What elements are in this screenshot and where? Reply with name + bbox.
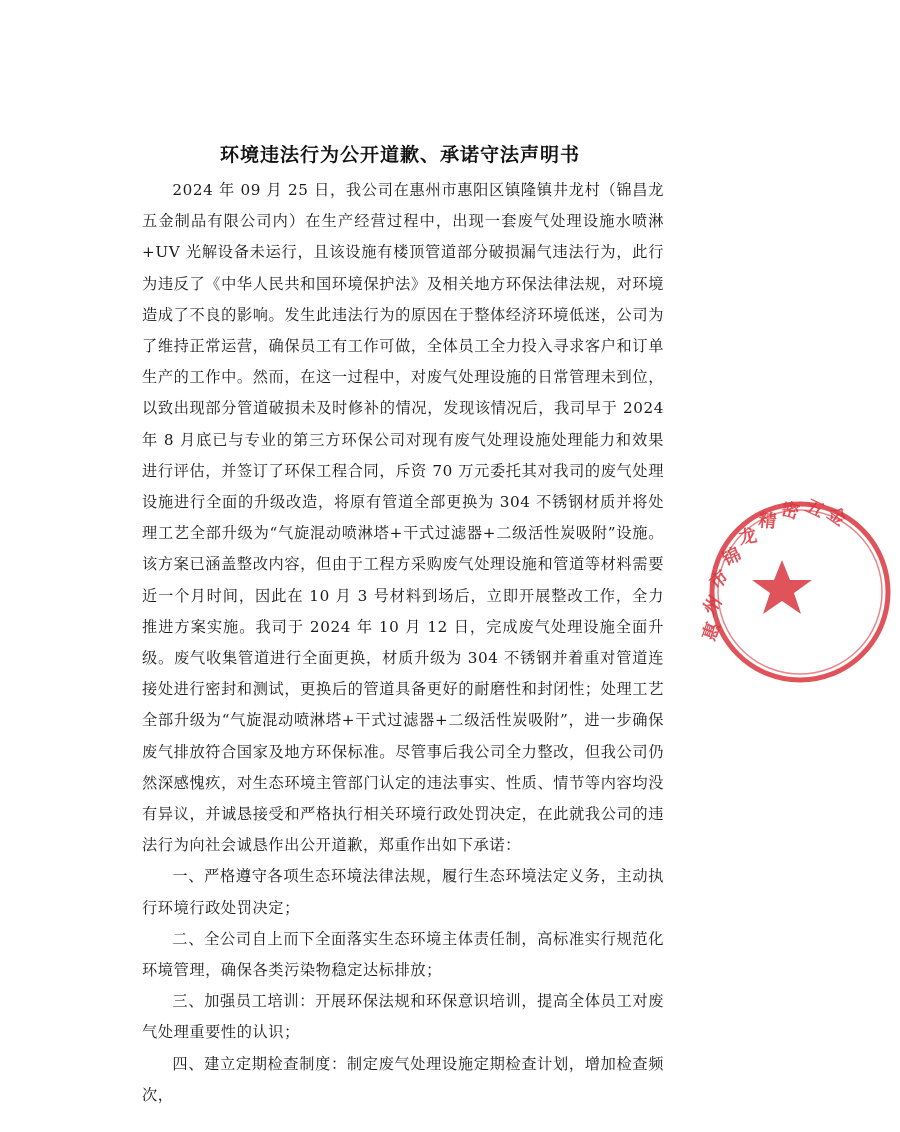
svg-text:州: 州 <box>698 592 727 619</box>
company-seal <box>700 492 900 692</box>
svg-text:金: 金 <box>823 502 850 531</box>
document-body <box>142 175 664 1111</box>
svg-text:龙: 龙 <box>737 525 759 549</box>
paragraph-commitment-1: 一、严格遵守各项生态环境法律法规，履行生态环境法定义务，主动执行环境行政处罚决定； <box>142 867 664 917</box>
document-title: 环境违法行为公开道歉、承诺守法声明书 <box>219 144 580 166</box>
svg-text:惠: 惠 <box>698 619 725 644</box>
paragraph-commitment-4: 四、建立定期检查制度：制定废气处理设施定期检查计划，增加检查频次， <box>142 1054 664 1104</box>
paragraph-commitment-3: 三、加强员工培训：开展环保法规和环保意识培训，提高全体员工对废气处理重要性的认识； <box>142 992 664 1042</box>
seal-star-icon <box>752 560 812 614</box>
svg-text:锦: 锦 <box>719 543 745 571</box>
paragraph-commitment-2: 二、全公司自上而下全面落实生态环境主体责任制，高标准实行规范化环境管理，确保各类污染物稳定达标排放； <box>142 929 664 980</box>
svg-text:五: 五 <box>801 495 828 523</box>
paragraph-main: 2024 年 09 月 25 日，我公司在惠州市惠阳区镇隆镇井龙村（锦昌龙五金制品有限公司内）在生产经营过程中，出现一套废气处理设施水喷淋+UV 光解设备未运行，且该设施有楼顶管道部分破损漏气违法行为，此行为违反了《中华人民共和国环境保护法》及相关地方环保法律法规，对环境造成了不良的影响。发生此违法行为的原因在于整体经济环境低迷，公司为了维持正常运营，确保员工有工作可做，全体员工全力投入寻求客户和订单生产的工作中。然而，在这一过程中，对废气处理设施的日常管理未到位，以致出现部分管道破损未及时修补的情况，发现该情况后，我司早于 2024 年 8 月底已与专业的第三方环保公司对现有废气处理设施处理能力和效果进行评估，并签订了环保工程合同，斥资 70 万元委托其对我司的废气处理设施进行全面的升级改造，将原有管道全部更换为 304 不锈钢材质并将处理工艺全部升级为“气旋混动喷淋塔+干式过滤器+二级活性炭吸附”设施。该方案已涵盖整改内容，但由于工程方采购废气处理设施和管道等材料需要近一个月时间，因此在 10 月 3 号材料到场后，立即开展整改工作，全力推进方案实施。我司于 2024 年 10 月 12 日，完成废气处理设施全面升级。废气收集管道进行全面更换，材质升级为 304 不锈钢并着重对管道连接处进行密封和测试，更换后的管道具备更好的耐磨性和封闭性；处理工艺全部升级为“气旋混动喷淋塔+干式过滤器+二级活性炭吸附”，进一步确保废气排放符合国家及地方环保标准。尽管事后我公司全力整改，但我公司仍然深感愧疚，对生态环境主管部门认定的违法事实、性质、情节等内容均没有异议，并诚恳接受和严格执行相关环境行政处罚决定，在此就我公司的违法行为向社会诚恳作出公开道歉，郑重作出如下承诺： <box>142 181 664 855</box>
svg-text:市: 市 <box>705 566 734 594</box>
svg-text:密: 密 <box>778 498 802 524</box>
svg-text:精: 精 <box>757 510 778 533</box>
